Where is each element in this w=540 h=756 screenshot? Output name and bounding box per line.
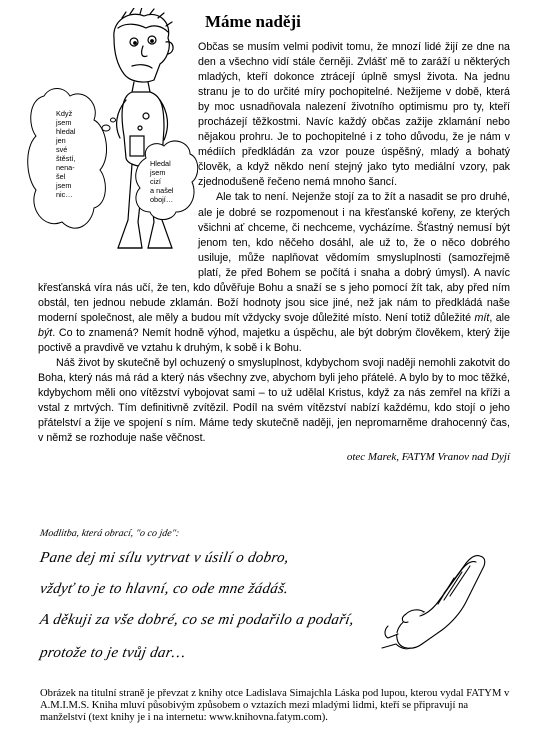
bubble-right-line: Hledal [150,159,171,168]
bubble-left-line: Když [56,109,73,118]
paragraph-text: Ale tak to není. Nejenže stojí za to žít a nasadit se pro druhé, ale je dobré se rozpomenout i na křesťanské kořeny, ze kterých všichni ať chceme, či nechceme, vycházíme. Šťastný nemusí být jenom ten, kdo něčeho dosáhl, ale už to, že o něco dobrého usiluje, může naplňovat vědomím smysluplnosti (samozřejmě platí, že před Bohem se počítá i snaha a dobrý úmysl). A navíc křesťanská víra nás učí, že ten, kdo důvěřuje Bohu a snaží se s jeho pomocí žít tak, aby před ním obstál, ten jednou nebude zklamán. Boží hodnoty jsou sice jiné, než jak nám to předkládá naše moderní společnost, ale měly a budou mít vždycky svoje důležité místo. Není totiž důležité [38,191,510,324]
signature: otec Marek, FATYM Vranov nad Dyjí [346,451,510,464]
bubble-right-line: a našel [150,186,174,195]
praying-hands-icon [380,552,496,654]
article-title: Máme naději [205,12,301,31]
bubble-left-line: nic… [56,190,73,199]
bubble-right-line: cizí [150,177,161,186]
paragraph-text: , ale [489,311,511,324]
bubble-left-line: štěstí, [56,154,76,163]
emphasis-mit: mít [474,311,490,324]
illustration-spacer [38,40,198,270]
bubble-left-line: nena- [56,163,75,172]
bubble-left-line: hledal [56,127,76,136]
footer-note: Obrázek na titulní straně je převzat z knihy otce Ladislava Simajchla Láska pod lupou, kterou vydal FATYM v A.M.I.M.S. Kniha mluví působivým způsobem o vztazích mezi mladými lidmi, kteří se připravují na manželství (text knihy je i na internetu: www.knihovna.fatym.com). [40,688,510,724]
prayer-line: protože to je tvůj dar… [38,645,188,661]
prayer-line: vždyť to je to hlavní, co ode mne žádáš. [38,581,290,597]
bubble-left-line: své [56,145,68,154]
prayer-line: Pane dej mi sílu vytrvat v úsilí o dobro, [38,550,291,566]
article-paragraph: Náš život by skutečně byl ochuzený o smysluplnost, kdybychom svoji naději nemohli zakotvit do Boha, který nás má rád a který nás všechny zve, abychom byli jeho přátelé. A bylo by to moc těžké, kdybychom měli ono vítězství vybojovat sami – to už udělal Kristus, když za nás zemřel na kříži a vstal z mrtvých. Tím definitivně zvítězil. Podíl na svém vítězství nabízí každému, kdo stojí o jeho přátelství a žije ve spojení s ním. Máme tedy skutečně naději, jen nepromarněme drahocenný čas, v němž se rozhoduje naše věčnost. [38,356,510,445]
bubble-left-line: jsem [56,118,72,127]
bubble-left-line: šel [56,172,66,181]
bubble-right-line: obojí… [150,195,174,204]
bubble-left-line: jsem [56,181,72,190]
bubble-left-line: jen [56,136,66,145]
emphasis-byt: být [38,326,53,339]
prayer-line: A děkuji za vše dobré, co se mi podařilo a podaří, [38,612,356,628]
paragraph-text: . Co to znamená? Nemít hodně výhod, majetku a úspěchu, ale být dobrým člověkem, který žije poctivě a pravdivě ve vztahu k druhým, k sobě i k Bohu. [38,326,510,354]
prayer-label: Modlitba, která obrací, "o co jde": [39,528,180,539]
article-body [38,40,510,465]
bubble-right-line: jsem [150,168,166,177]
article-paragraph: Občas se musím velmi podivit tomu, že mnozí lidé žijí ze dne na den a všechno vidí stále černěji. Zvlášť mě to zaráží u některých mladých, kteří dokonce ztrácejí úplně smysl života. Na jednu stranu je to do určité míry pochopitelné. Nežijeme v době, která by moc usnadňovala nalezení životního optimismu pro ty, kteří procházejí těžkostmi. Navíc každý občas zažije zklamání nebo nějakou prohru. Je to pochopitelné i z toho důvodu, že je nám v médiích předkládán za vzor pouze úspěšný, mladý a bohatý člověk, a když někdo není stejný jako tyto mediální vzory, pak zjednodušeně řečeno nemá mnoho šancí. [198,41,510,189]
